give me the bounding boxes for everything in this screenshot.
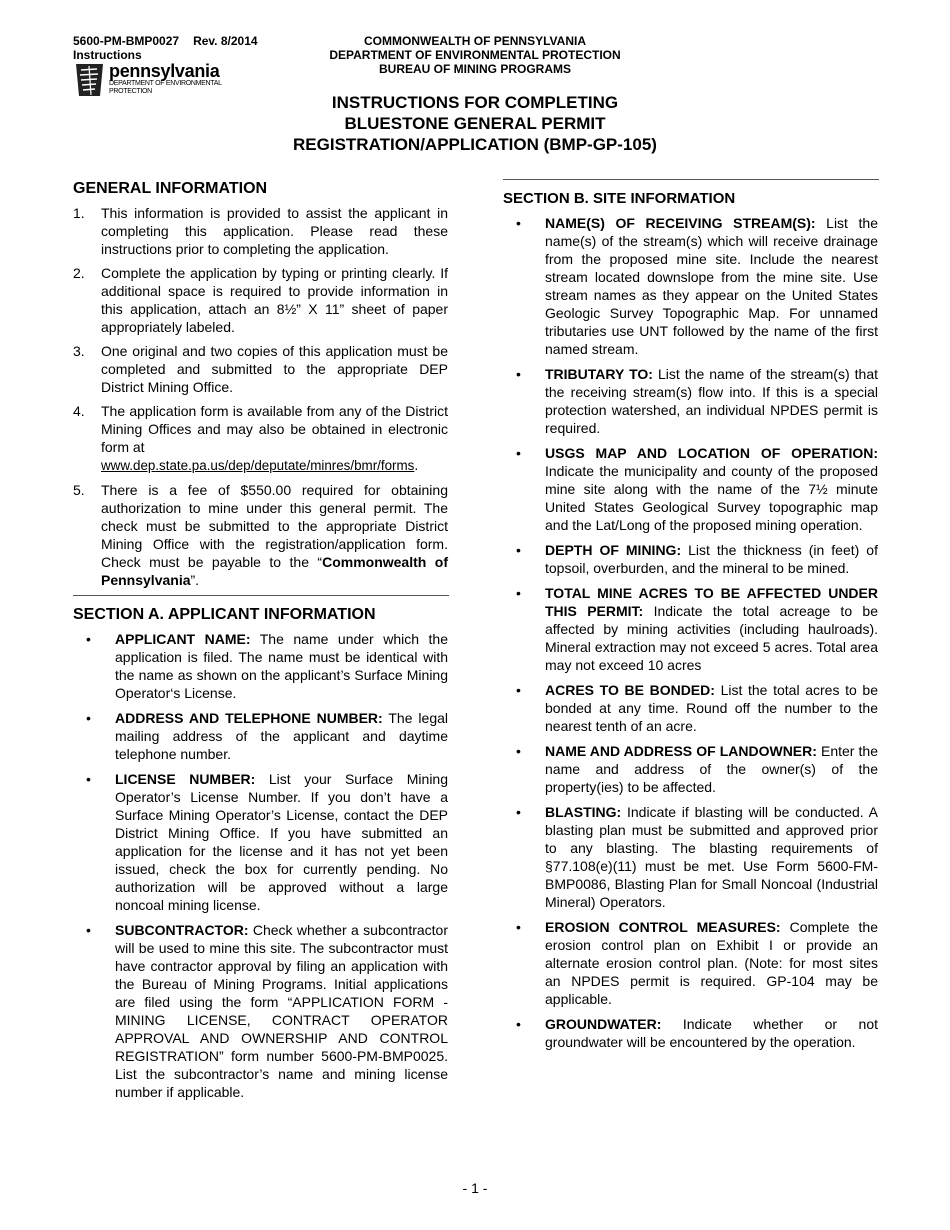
item-label: ADDRESS AND TELEPHONE NUMBER: <box>115 710 383 726</box>
keystone-leaf-icon <box>73 62 107 98</box>
section-b-item <box>503 1015 878 1051</box>
logo-name: pennsylvania <box>109 61 220 81</box>
bullet-icon: • <box>86 631 91 647</box>
bullet-icon: • <box>516 585 521 601</box>
item-label: SUBCONTRACTOR: <box>115 922 249 938</box>
item-text: Indicate the total acreage to be affected by mining activities (including haulroads). Mineral extraction may not exceed 5 acres. Total area may not exceed 10 acres <box>545 603 879 673</box>
item-text: The name under which the application is filed. The name must be identical with the name as shown on the applicant’s Surface Mining Operator‘s License. <box>115 631 448 701</box>
general-item <box>73 342 448 396</box>
section-b-item <box>503 584 878 674</box>
section-b-heading: SECTION B. SITE INFORMATION <box>503 190 736 207</box>
item-number: 4. <box>73 403 85 419</box>
item-text: There is a fee of $550.00 required for obtaining authorization to mine under this general permit. The check must be submitted to the appropriate District Mining Office with the registration/application form. Check must be payable to the “ <box>101 482 448 570</box>
item-text: The application form is available from any of the District Mining Offices and may also be obtained in electronic form at <box>101 403 448 455</box>
bullet-icon: • <box>516 215 521 231</box>
section-b-item <box>503 214 878 358</box>
section-a-heading: SECTION A. APPLICANT INFORMATION <box>73 606 376 623</box>
general-item <box>73 204 448 258</box>
item-label: LICENSE NUMBER: <box>115 771 256 787</box>
section-b-list <box>503 214 878 1051</box>
item-label: BLASTING: <box>545 804 622 820</box>
item-text: List the name of the stream(s) that the receiving stream(s) flow into. If this is a special protection watershed, an individual NPDES permit is required. <box>545 366 878 436</box>
section-b-item <box>503 444 878 534</box>
bullet-icon: • <box>516 682 521 698</box>
right-column <box>503 180 878 1058</box>
item-label: TRIBUTARY TO: <box>545 366 653 382</box>
general-item <box>73 264 448 336</box>
item-text: List the total acres to be bonded at any time. Round off the number to the nearest tenth of an acre. <box>545 682 878 734</box>
bullet-icon: • <box>516 1016 521 1032</box>
item-text-after: . <box>414 457 419 473</box>
title-line-2: BLUESTONE GENERAL PERMIT <box>344 114 606 133</box>
bullet-icon: • <box>86 922 91 938</box>
item-text: One original and two copies of this application must be completed and submitted to the appropriate DEP District Mining Office. <box>101 343 448 395</box>
forms-link[interactable]: www.dep.state.pa.us/dep/deputate/minres/bmr/forms <box>101 458 415 473</box>
section-b-item <box>503 803 878 911</box>
section-a-item <box>73 709 448 763</box>
bullet-icon: • <box>516 804 521 820</box>
item-number: 3. <box>73 343 85 359</box>
item-text: Indicate the municipality and county of the proposed mine site along with the name of the 7½ minute United States Geological Survey topographic map and the Lat/Long of the proposed mining operation. <box>545 463 878 533</box>
payee-name: Commonwealth of Pennsylvania <box>101 554 448 588</box>
item-text: Check whether a subcontractor will be used to mine this site. The subcontractor must have contractor approval by filing an application with the Bureau of Mining Programs. Initial applications are filed using the form “APPLICATION FORM - MINING LICENSE, CONTRACT OPERATOR APPROVAL AND OWNERSHIP AND CONTROL REGISTRATION” form number 5600-PM-BMP0025. List the subcontractor’s name and mining license number if applicable. <box>115 922 448 1100</box>
general-information-list <box>73 204 448 589</box>
item-number: 5. <box>73 482 85 498</box>
logo-department: DEPARTMENT OF ENVIRONMENTAL PROTECTION <box>109 80 222 95</box>
bullet-icon: • <box>86 710 91 726</box>
agency-line-1: COMMONWEALTH OF PENNSYLVANIA <box>364 34 586 48</box>
general-information-heading: GENERAL INFORMATION <box>73 180 268 197</box>
bullet-icon: • <box>516 445 521 461</box>
item-text: Indicate if blasting will be conducted. A blasting plan must be submitted and approved prior to any blasting. The blasting requirements of §77.108(e)(11) must be met. Use Form 5600-FM-BMP0086, Blasting Plan for Small Noncoal (Industrial Mineral) Operators. <box>545 804 878 910</box>
section-a-item <box>73 770 448 914</box>
item-label: TOTAL MINE ACRES TO BE AFFECTED UNDER THIS PERMIT: <box>545 585 878 619</box>
item-text: Enter the name and address of the owner(s) of the property(ies) to be affected. <box>545 743 878 795</box>
agency-header <box>275 34 675 76</box>
item-text: The legal mailing address of the applicant and daytime telephone number. <box>115 710 448 762</box>
section-b-item <box>503 541 878 577</box>
document-title <box>200 92 750 155</box>
section-divider <box>73 595 449 596</box>
section-b-item <box>503 365 878 437</box>
section-a-item <box>73 921 448 1101</box>
left-column <box>73 180 448 1108</box>
item-text-after: ”. <box>190 572 200 588</box>
item-text: Indicate whether or not groundwater will be encountered by the operation. <box>545 1016 878 1050</box>
revision-date: Rev. 8/2014 <box>193 34 258 48</box>
general-item <box>73 481 448 589</box>
form-number: 5600-PM-BMP0027 <box>73 34 180 48</box>
section-b-item <box>503 681 878 735</box>
bullet-icon: • <box>516 743 521 759</box>
section-a-list <box>73 630 448 1101</box>
item-text: Complete the erosion control plan on Exhibit I or provide an alternate erosion control plan. (Note: for most sites an NPDES permit is required. GP-104 may be applicable. <box>545 919 878 1007</box>
section-a-item <box>73 630 448 702</box>
form-header-left <box>73 34 272 62</box>
item-label: APPLICANT NAME: <box>115 631 251 647</box>
agency-line-2: DEPARTMENT OF ENVIRONMENTAL PROTECTION <box>329 48 621 62</box>
title-line-3: REGISTRATION/APPLICATION (BMP-GP-105) <box>293 135 657 154</box>
item-label: USGS MAP AND LOCATION OF OPERATION: <box>545 445 878 461</box>
item-number: 2. <box>73 265 85 281</box>
item-number: 1. <box>73 205 85 221</box>
bullet-icon: • <box>516 366 521 382</box>
item-text: List your Surface Mining Operator’s License Number. If you don’t have a Surface Mining Operator’s License, contact the DEP District Mining Office. If you have submitted an application for the license and it has not yet been issued, check the box for currently pending. No authorization will be approved without a large noncoal mining license. <box>115 771 448 913</box>
item-label: EROSION CONTROL MEASURES: <box>545 919 781 935</box>
bullet-icon: • <box>516 542 521 558</box>
title-line-1: INSTRUCTIONS FOR COMPLETING <box>331 93 619 112</box>
page-number: - 1 - <box>462 1180 488 1196</box>
item-text: This information is provided to assist the applicant in completing this application. Please read these instructions prior to completing the application. <box>101 205 448 257</box>
item-label: GROUNDWATER: <box>545 1016 662 1032</box>
general-item <box>73 402 448 475</box>
form-number-line <box>73 34 272 48</box>
item-text: List the thickness (in feet) of topsoil, overburden, and the mineral to be mined. <box>545 542 878 576</box>
agency-line-3: BUREAU OF MINING PROGRAMS <box>379 62 571 76</box>
item-label: NAME(S) OF RECEIVING STREAM(S): <box>545 215 816 231</box>
item-label: NAME AND ADDRESS OF LANDOWNER: <box>545 743 817 759</box>
bullet-icon: • <box>86 771 91 787</box>
section-b-item <box>503 742 878 796</box>
item-text: Complete the application by typing or printing clearly. If additional space is required to provide information in this application, attach an 8½” X 11” sheet of paper appropriately labeled. <box>101 265 448 335</box>
item-label: ACRES TO BE BONDED: <box>545 682 715 698</box>
section-b-item <box>503 918 878 1008</box>
item-label: DEPTH OF MINING: <box>545 542 682 558</box>
doc-type: Instructions <box>73 48 142 62</box>
item-text: List the name(s) of the stream(s) which will receive drainage from the proposed mine site. Include the nearest stream located downslope from the mine site. Use stream names as they appear on the United States Geologic Survey Topographic Map. For unnamed tributaries use UNT followed by the name of the first named stream. <box>545 215 878 357</box>
bullet-icon: • <box>516 919 521 935</box>
